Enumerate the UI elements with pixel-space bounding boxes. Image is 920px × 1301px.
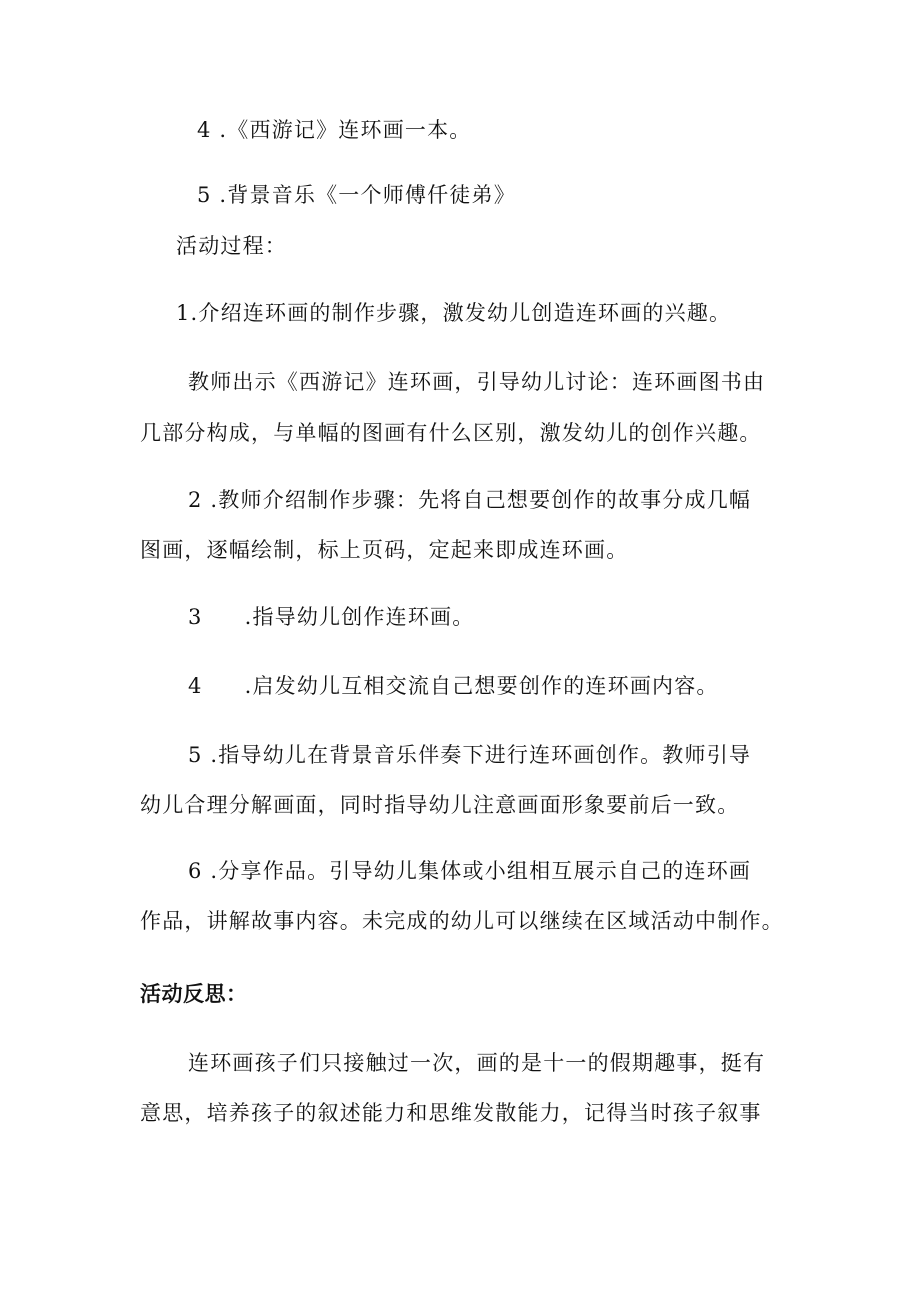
- process-step-1-detail-line-1: 教师出示《西游记》连环画，引导幼儿讨论：连环画图书由: [188, 370, 766, 394]
- process-step-2-line-1: 2 .教师介绍制作步骤：先将自己想要创作的故事分成几幅: [188, 488, 752, 512]
- process-step-6-line-2: 作品，讲解故事内容。未完成的幼儿可以继续在区域活动中制作。: [140, 909, 784, 933]
- process-step-4-number: 4: [188, 674, 203, 698]
- process-step-4: [188, 672, 719, 700]
- material-item-4: 4 .《西游记》连环画一本。: [197, 118, 472, 142]
- material-item-5: 5 .背景音乐《一个师傅仟徒弟》: [197, 183, 516, 207]
- process-step-1: 1.介绍连环画的制作步骤，激发幼儿创造连环画的兴趣。: [176, 301, 732, 325]
- process-step-4-text: .启发幼儿互相交流自己想要创作的连环画内容。: [244, 674, 719, 698]
- process-step-5-line-1: 5 .指导幼儿在背景音乐伴奏下进行连环画创作。教师引导: [188, 743, 752, 767]
- process-step-3-number: 3: [188, 605, 203, 629]
- reflection-paragraph-line-1: 连环画孩子们只接触过一次，画的是十一的假期趣事，挺有: [188, 1051, 766, 1075]
- process-step-2-line-2: 图画，逐幅绘制，标上页码，定起来即成连环画。: [140, 538, 629, 562]
- reflection-heading: 活动反思：: [140, 982, 248, 1006]
- process-step-5-line-2: 幼儿合理分解画面，同时指导幼儿注意画面形象要前后一致。: [140, 793, 740, 817]
- process-step-1-detail-line-2: 几部分构成，与单幅的图画有什么区别，激发幼儿的创作兴趣。: [140, 421, 762, 445]
- process-heading: 活动过程：: [176, 234, 287, 258]
- process-step-3: [188, 603, 474, 631]
- process-step-6-line-1: 6 .分享作品。引导幼儿集体或小组相互展示自己的连环画: [188, 859, 752, 883]
- reflection-paragraph-line-2: 意思，培养孩子的叙述能力和思维发散能力，记得当时孩子叙事: [140, 1101, 762, 1125]
- process-step-3-text: .指导幼儿创作连环画。: [244, 605, 475, 629]
